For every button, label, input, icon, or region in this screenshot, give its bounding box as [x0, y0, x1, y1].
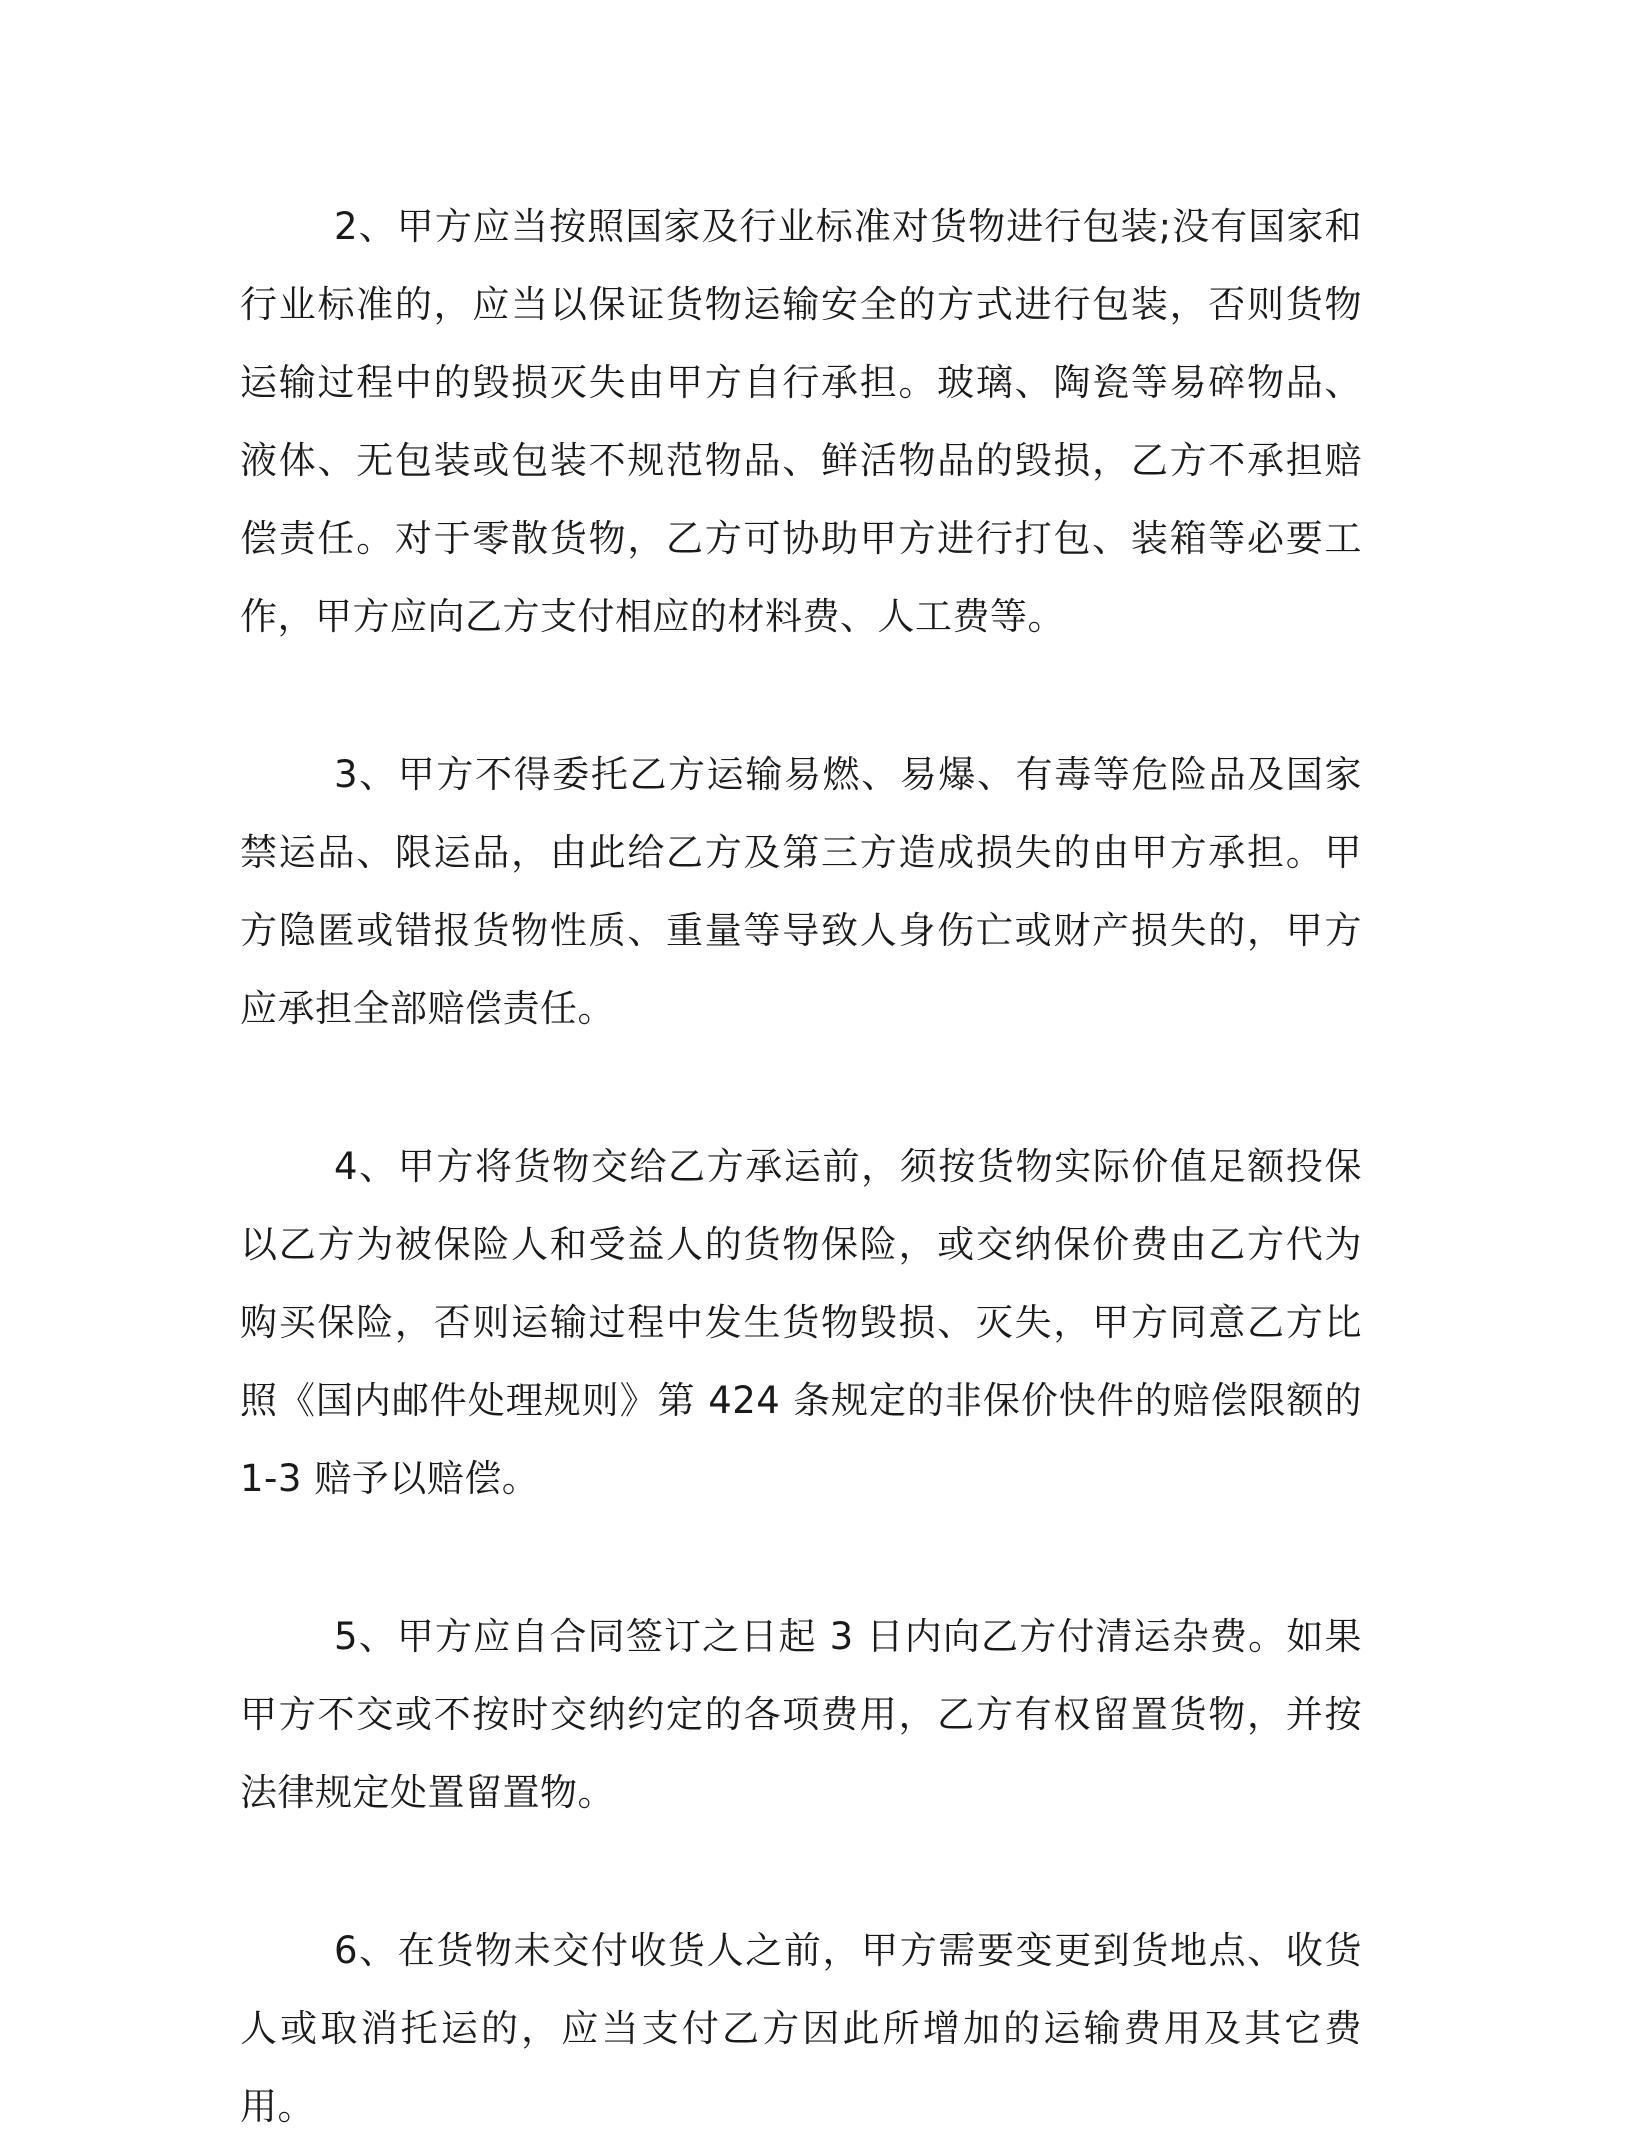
clause-6: 6、在货物未交付收货人之前，甲方需要变更到货地点、收货人或取消托运的，应当支付乙方因此所增加的运输费用及其它费用。 — [240, 1929, 1362, 2128]
clause-4: 4、甲方将货物交给乙方承运前，须按货物实际价值足额投保以乙方为被保险人和受益人的货物保险，或交纳保价费由乙方代为购买保险，否则运输过程中发生货物毁损、灭失，甲方同意乙方比照《国内邮件处理规则》第 424 条规定的非保价快件的赔偿限额的 1-3 赔予以赔偿。 — [240, 1145, 1362, 1500]
clause-5: 5、甲方应自合同签订之日起 3 日内向乙方付清运杂费。如果甲方不交或不按时交纳约定的各项费用，乙方有权留置货物，并按法律规定处置留置物。 — [240, 1615, 1362, 1814]
clause-3: 3、甲方不得委托乙方运输易燃、易爆、有毒等危险品及国家禁运品、限运品，由此给乙方及第三方造成损失的由甲方承担。甲方隐匿或错报货物性质、重量等导致人身伤亡或财产损失的，甲方应承担全部赔偿责任。 — [240, 753, 1362, 1030]
document-page — [240, 188, 1362, 2146]
clause-2: 2、甲方应当按照国家及行业标准对货物进行包装;没有国家和行业标准的，应当以保证货物运输安全的方式进行包装，否则货物运输过程中的毁损灭失由甲方自行承担。玻璃、陶瓷等易碎物品、液体、无包装或包装不规范物品、鲜活物品的毁损，乙方不承担赔偿责任。对于零散货物，乙方可协助甲方进行打包、装箱等必要工作，甲方应向乙方支付相应的材料费、人工费等。 — [240, 205, 1362, 638]
